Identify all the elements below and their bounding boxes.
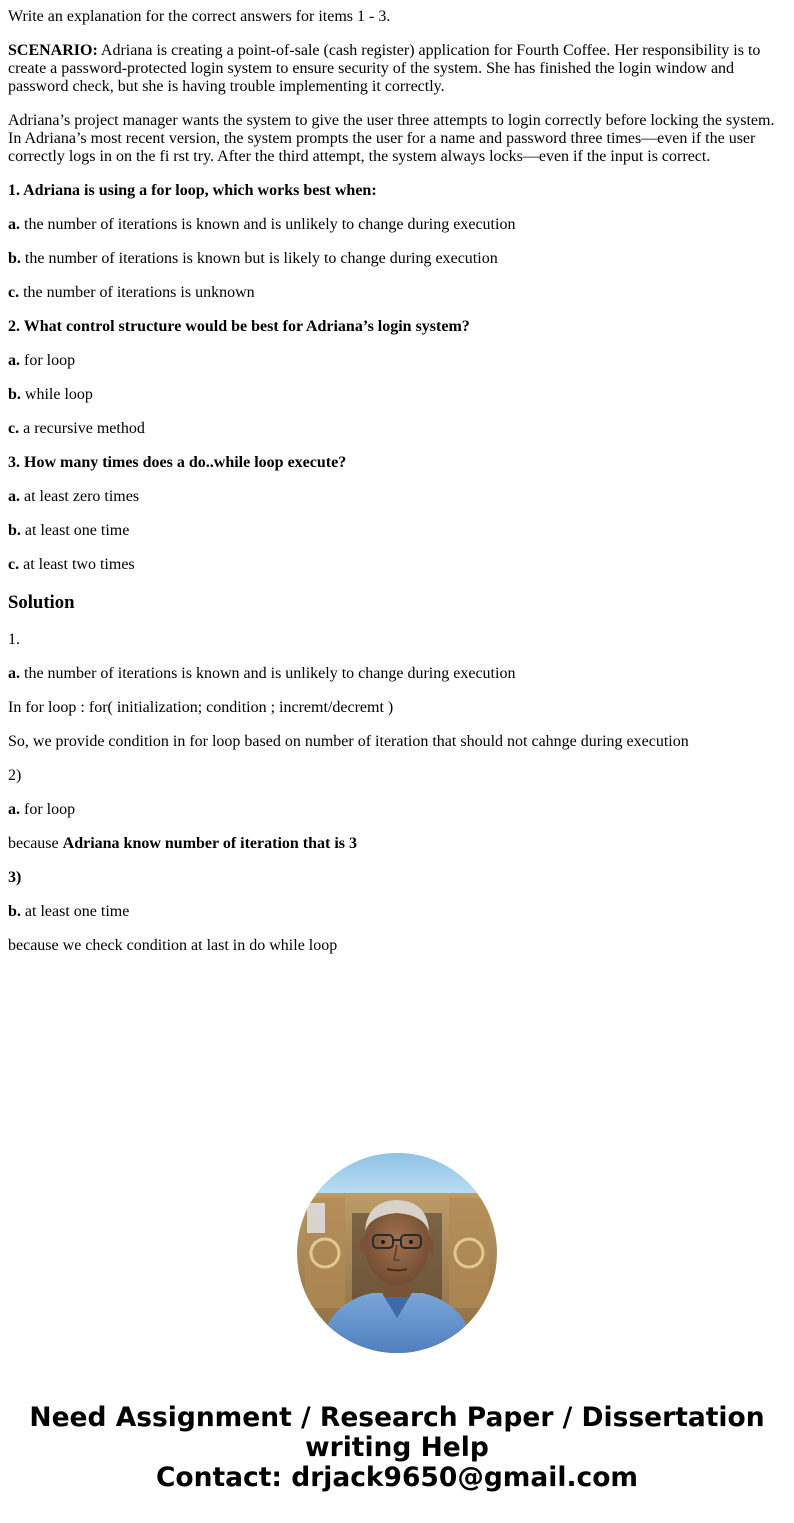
option-text: the number of iterations is known and is unlikely to change during execution	[20, 216, 516, 233]
footer-line-2: writing Help	[305, 1432, 489, 1463]
answer-letter: a.	[8, 801, 20, 818]
scenario-text: Adriana is creating a point-of-sale (cash register) application for Fourth Coffee. Her responsibility is to create a password-protected login system to ensure security of the system. She has finished the login window and password check, but she is having trouble implementing it correctly.	[8, 42, 761, 95]
option-letter: a.	[8, 216, 20, 233]
question-2-prompt	[8, 318, 786, 336]
option-text: while loop	[20, 386, 93, 403]
solution-1-explanation: So, we provide condition in for loop based on number of iteration that should not cahnge during execution	[8, 733, 689, 750]
solution-2-answer	[8, 801, 786, 819]
question-2-option-c	[8, 420, 786, 438]
option-letter: c.	[8, 284, 20, 301]
answer-letter: b.	[8, 903, 21, 920]
promo-footer	[0, 1403, 794, 1493]
option-letter: b.	[8, 522, 21, 539]
solution-2-explanation	[8, 835, 786, 853]
option-text: for loop	[20, 352, 76, 369]
question-3-option-c	[8, 556, 786, 574]
footer-line-1: Need Assignment / Research Paper / Dissertation	[29, 1402, 765, 1433]
solution-1-syntax: In for loop : for( initialization; condition ; incremt/decremt )	[8, 699, 394, 716]
option-text: the number of iterations is unknown	[19, 284, 255, 301]
scenario-paragraph-2: Adriana’s project manager wants the system to give the user three attempts to login correctly before locking the system. In Adriana’s most recent version, the system prompts the user for a name and password three times—even if the user correctly logs in on the fi rst try. After the third attempt, the system always locks—even if the input is correct.	[8, 112, 775, 165]
question-2-option-a	[8, 352, 786, 370]
because-text: because	[8, 835, 63, 852]
answer-text: the number of iterations is known and is unlikely to change during execution	[20, 665, 516, 682]
question-prompt-text: 2. What control structure would be best for Adriana’s login system?	[8, 318, 470, 335]
scenario-label: SCENARIO:	[8, 42, 98, 59]
solution-3-answer	[8, 903, 786, 921]
question-3-option-b	[8, 522, 786, 540]
option-letter: a.	[8, 352, 20, 369]
option-letter: c.	[8, 556, 20, 573]
answer-text: for loop	[20, 801, 76, 818]
option-text: at least zero times	[20, 488, 140, 505]
option-letter: a.	[8, 488, 20, 505]
answer-text: at least one time	[20, 903, 130, 920]
solution-3-number	[8, 869, 786, 887]
option-letter: b.	[8, 386, 21, 403]
option-text: at least one time	[20, 522, 130, 539]
question-1-option-b	[8, 250, 786, 268]
solution-number-bold: 3)	[8, 869, 22, 886]
question-1-option-c	[8, 284, 786, 302]
solution-1-number: 1.	[8, 631, 20, 648]
solution-3-explanation: because we check condition at last in do while loop	[8, 937, 338, 954]
question-1-prompt	[8, 182, 786, 200]
option-letter: c.	[8, 420, 20, 437]
footer-contact: Contact: drjack9650@gmail.com	[155, 1462, 639, 1493]
question-3-option-a	[8, 488, 786, 506]
document-content	[8, 0, 786, 971]
scenario-paragraph	[8, 42, 786, 96]
option-letter: b.	[8, 250, 21, 267]
question-prompt-text: 3. How many times does a do..while loop execute?	[8, 454, 347, 471]
question-2-option-b	[8, 386, 786, 404]
question-prompt-text: 1. Adriana is using a for loop, which works best when:	[8, 182, 377, 199]
question-3-prompt	[8, 454, 786, 472]
option-text: a recursive method	[19, 420, 145, 437]
question-1-option-a	[8, 216, 786, 234]
option-text: the number of iterations is known but is likely to change during execution	[20, 250, 498, 267]
solution-heading: Solution	[8, 592, 75, 613]
solution-2-number: 2)	[8, 767, 22, 784]
reason-text: Adriana know number of iteration that is 3	[62, 835, 358, 852]
intro-text: Write an explanation for the correct answers for items 1 - 3.	[8, 8, 391, 25]
answer-letter: a.	[8, 665, 20, 682]
avatar-image	[297, 1153, 497, 1353]
solution-1-answer	[8, 665, 786, 683]
author-avatar	[297, 1153, 497, 1353]
option-text: at least two times	[19, 556, 135, 573]
